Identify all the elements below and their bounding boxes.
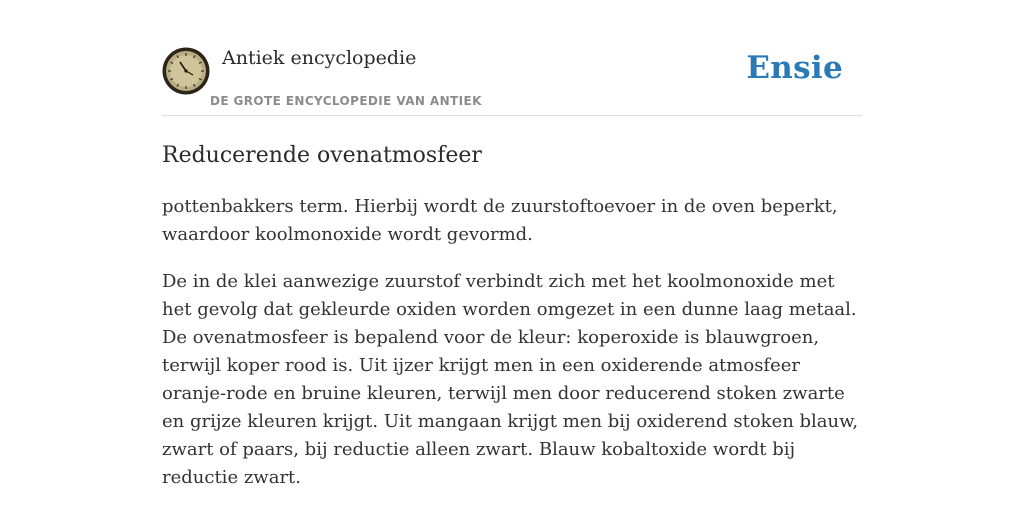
- site-subtitle: DE GROTE ENCYCLOPEDIE VAN ANTIEK: [210, 94, 482, 108]
- page-container: [162, 44, 862, 492]
- site-title[interactable]: Antiek encyclopedie: [222, 47, 417, 69]
- article-paragraph: pottenbakkers term. Hierbij wordt de zuurstoftoevoer in de oven beperkt, waardoor koolmonoxide wordt gevormd.: [162, 196, 838, 245]
- antique-clock-icon[interactable]: [162, 47, 210, 95]
- article-paragraph: De in de klei aanwezige zuurstof verbindt zich met het koolmonoxide met het gevolg dat gekleurde oxiden worden omgezet in een dunne laag metaal. De ovenatmosfeer is bepalend voor de kleur: koperoxide is blauwgroen, terwijl koper rood is. Uit ijzer krijgt men in een oxiderende atmosfeer oranje-rode en bruine kleuren, terwijl men door reducerend stoken zwarte en grijze kleuren krijgt. Uit mangaan krijgt men bij oxiderend stoken blauw, zwart of paars, bij reductie alleen zwart. Blauw kobaltoxide wordt bij reductie zwart.: [162, 271, 859, 488]
- site-header: [162, 44, 862, 116]
- ensie-logo[interactable]: Ensie: [746, 50, 843, 86]
- article-title: Reducerende ovenatmosfeer: [162, 143, 482, 168]
